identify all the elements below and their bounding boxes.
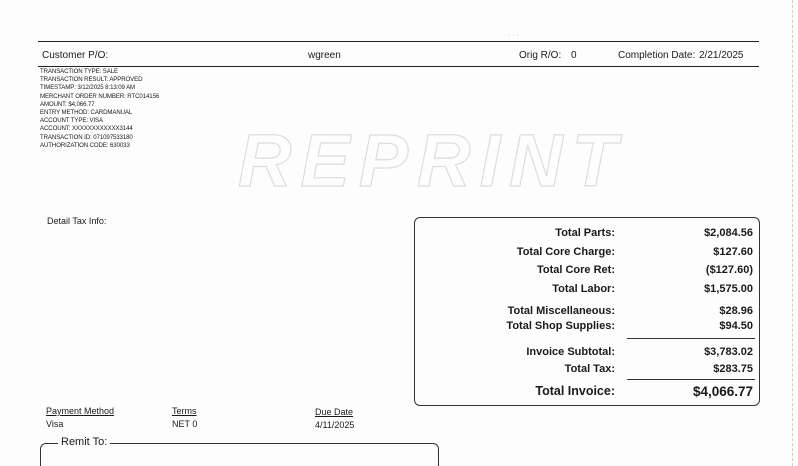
- cut-off-text: · · ·: [508, 32, 519, 39]
- terms-column: [172, 406, 197, 429]
- total-value: $1,575.00: [704, 283, 753, 295]
- terms-value: NET 0: [172, 419, 198, 429]
- total-value: $3,783.02: [704, 346, 753, 358]
- authorization-code: AUTHORIZATION CODE: 630033: [40, 141, 130, 149]
- payment-method-value: Visa: [46, 419, 64, 429]
- total-value: $94.50: [719, 320, 753, 332]
- header-row: [38, 42, 759, 67]
- total-label: Total Parts:: [555, 227, 615, 239]
- account-type: ACCOUNT TYPE: VISA: [40, 117, 103, 125]
- total-value: $28.96: [719, 305, 753, 317]
- total-label: Total Tax:: [564, 363, 615, 375]
- terms-label: Terms: [172, 406, 197, 416]
- completion-date-value: 2/21/2025: [699, 50, 744, 61]
- total-value: $2,084.56: [704, 227, 753, 239]
- transaction-details: [40, 68, 159, 150]
- scan-edge: [792, 0, 794, 466]
- customer-po-value: wgreen: [308, 50, 341, 61]
- total-label: Total Miscellaneous:: [507, 305, 615, 317]
- total-label: Total Core Charge:: [516, 246, 615, 258]
- total-value: $4,066.77: [692, 384, 753, 399]
- total-value: $127.60: [713, 246, 753, 258]
- total-label: Total Labor:: [552, 283, 615, 295]
- payment-method-label: Payment Method: [46, 406, 115, 416]
- due-date-label: Due Date: [315, 407, 354, 417]
- account: ACCOUNT: XXXXXXXXXXXX3144: [40, 125, 133, 133]
- orig-ro-label: Orig R/O:: [519, 50, 562, 61]
- detail-tax-label: Detail Tax Info:: [47, 216, 107, 226]
- total-label: Total Invoice:: [535, 384, 615, 398]
- due-date-value: 4/11/2025: [315, 420, 355, 430]
- invoice-rule: [627, 379, 755, 380]
- total-label: Invoice Subtotal:: [526, 346, 615, 358]
- entry-method: ENTRY METHOD: CARDMANUAL: [40, 109, 133, 117]
- total-label: Total Core Ret:: [536, 264, 615, 276]
- remit-to-label: Remit To:: [58, 436, 110, 448]
- transaction-id: TRANSACTION ID: 071097533180: [40, 133, 133, 141]
- payment-method-column: [46, 406, 114, 429]
- transaction-type: TRANSACTION TYPE: SALE: [40, 68, 118, 75]
- merchant-order-number: MERCHANT ORDER NUMBER: RTC014156: [40, 92, 160, 100]
- timestamp: TIMESTAMP: 3/12/2025 8:13:09 AM: [40, 84, 136, 92]
- totals-box: [414, 217, 760, 406]
- total-value: $283.75: [713, 363, 753, 375]
- orig-ro-value: 0: [571, 50, 577, 61]
- transaction-result: TRANSACTION RESULT: APPROVED: [40, 76, 143, 84]
- customer-po-label: Customer P/O:: [42, 50, 109, 61]
- total-label: Total Shop Supplies:: [506, 320, 615, 332]
- subtotal-rule: [627, 338, 755, 339]
- due-date-column: [315, 407, 354, 430]
- reprint-watermark: REPRINT: [238, 119, 626, 202]
- total-value: ($127.60): [705, 264, 753, 276]
- amount: AMOUNT: $4,066.77: [40, 100, 95, 108]
- completion-date-label: Completion Date:: [618, 50, 696, 61]
